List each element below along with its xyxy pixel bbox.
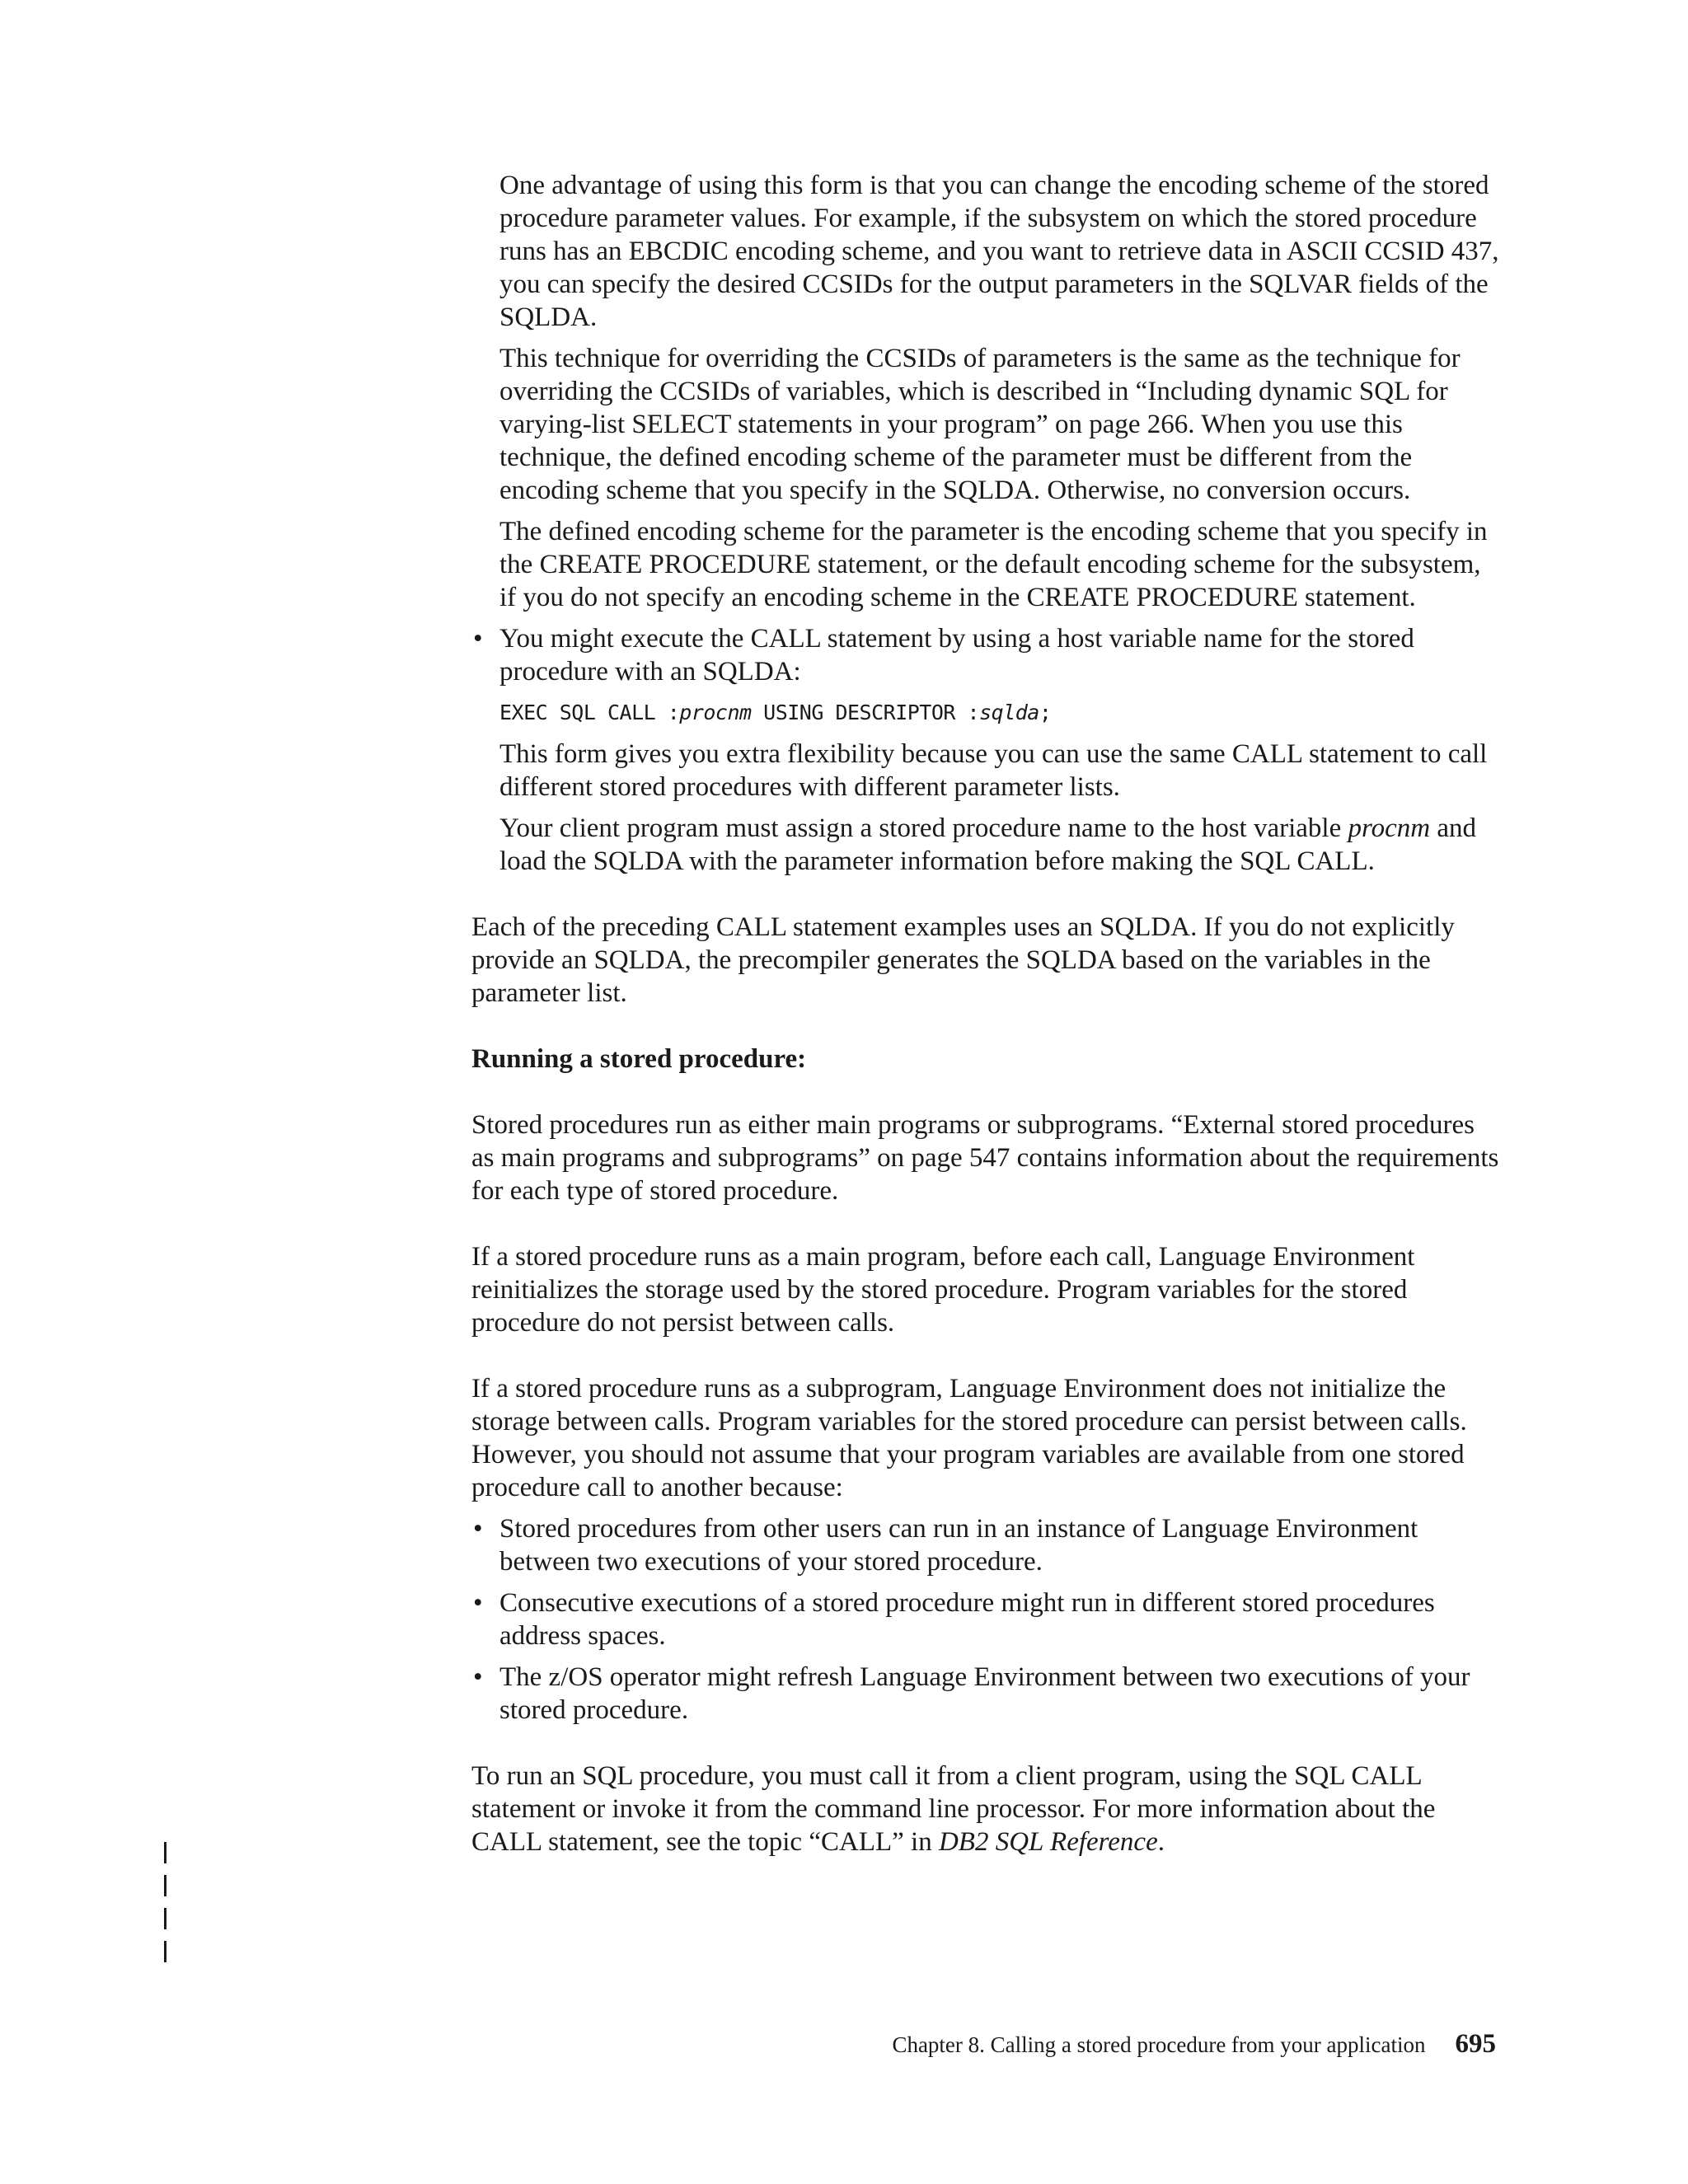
list-item-text: Stored procedures from other users can run in an instance of Language Environment between two executions of your stored procedure.	[499, 1514, 1418, 1577]
code-text: EXEC SQL CALL :	[499, 701, 680, 724]
variable-procnm: procnm	[1348, 813, 1431, 843]
paragraph-run-sql-procedure	[471, 1760, 1502, 1858]
change-bar	[164, 1875, 166, 1896]
change-bar	[164, 1941, 166, 1962]
reference-title: DB2 SQL Reference	[938, 1827, 1158, 1857]
footer-chapter-title: Chapter 8. Calling a stored procedure from your application	[892, 2032, 1426, 2057]
list-item-text: The z/OS operator might refresh Language Environment between two executions of your stored procedure.	[499, 1662, 1470, 1725]
paragraph-subprogram: If a stored procedure runs as a subprogram, Language Environment does not initialize the storage between calls. Program variables for the stored procedure can persist between calls. However, you should not assume that your program variables are available from one stored procedure call to another because:	[471, 1374, 1467, 1502]
list-item-text: Consecutive executions of a stored procedure might run in different stored procedures address spaces.	[499, 1588, 1435, 1651]
list-item-host-variable-call	[471, 622, 1502, 688]
list-item-consecutive-executions	[471, 1586, 1502, 1652]
page-number: 695	[1455, 2029, 1496, 2059]
paragraph-main-program: If a stored procedure runs as a main program, before each call, Language Environment reinitializes the storage used by the stored procedure. Program variables for the stored procedure do not persist between calls.	[471, 1242, 1415, 1338]
bullet-icon: •	[473, 624, 483, 654]
section-heading: Running a stored procedure:	[471, 1044, 807, 1074]
code-example	[471, 696, 1502, 729]
paragraph-extra-flexibility: This form gives you extra flexibility because you can use the same CALL statement to call different stored procedures with different parameter lists.	[499, 739, 1488, 802]
text-span: To run an SQL procedure, you must call it from a client program, using the SQL CALL statement or invoke it from the command line processor. For more information about the CALL statement, see the topic “CALL” in	[471, 1761, 1436, 1857]
bullet-icon: •	[473, 1514, 483, 1544]
page-content	[471, 169, 1502, 1858]
paragraph-encoding-advantage: One advantage of using this form is that you can change the encoding scheme of the stored procedure parameter values. For example, if the subsystem on which the stored procedure runs has an EBCDIC encoding scheme, and you want to retrieve data in ASCII CCSID 437, you can specify the desired CCSIDs for the output parameters in the SQLVAR fields of the SQLDA.	[499, 171, 1499, 332]
bullet-icon: •	[473, 1588, 483, 1618]
code-variable-procnm: procnm	[679, 701, 752, 724]
change-bar	[164, 1842, 166, 1863]
paragraph-ccsid-override: This technique for overriding the CCSIDs of parameters is the same as the technique for overriding the CCSIDs of variables, which is described in “Including dynamic SQL for varying-list SELECT statements in your program” on page 266. When you use this technique, the defined encoding scheme of the parameter must be different from the encoding scheme that you specify in the SQLDA. Otherwise, no conversion occurs.	[499, 344, 1461, 505]
paragraph-sqlda-examples: Each of the preceding CALL statement examples uses an SQLDA. If you do not explicitly provide an SQLDA, the precompiler generates the SQLDA based on the variables in the parameter list.	[471, 912, 1455, 1008]
bullet-icon: •	[473, 1662, 483, 1692]
list-item-other-users	[471, 1512, 1502, 1578]
page-footer	[892, 2027, 1496, 2061]
text-span: Stored procedures run as either main programs or subprograms. “External stored procedures as main programs and subprograms” on page 547 contains information about the requirements for each type of stored procedure.	[471, 1110, 1499, 1206]
paragraph-assign-name	[471, 812, 1502, 878]
change-bar	[164, 1908, 166, 1929]
code-variable-sqlda: sqlda	[979, 701, 1039, 724]
list-item-operator-refresh	[471, 1661, 1502, 1727]
code-text: ;	[1039, 701, 1052, 724]
paragraph-main-or-subprograms	[471, 1108, 1502, 1207]
code-text: USING DESCRIPTOR :	[751, 701, 980, 724]
list-item-text: You might execute the CALL statement by using a host variable name for the stored procedure with an SQLDA:	[499, 624, 1414, 687]
text-span: Your client program must assign a stored procedure name to the host variable	[499, 813, 1348, 843]
text-span: .	[1157, 1827, 1165, 1857]
text-span: and load the SQLDA with the parameter information before making the SQL CALL.	[499, 813, 1476, 876]
paragraph-defined-encoding: The defined encoding scheme for the parameter is the encoding scheme that you specify in the CREATE PROCEDURE statement, or the default encoding scheme for the subsystem, if you do not specify an encoding scheme in the CREATE PROCEDURE statement.	[499, 517, 1488, 612]
